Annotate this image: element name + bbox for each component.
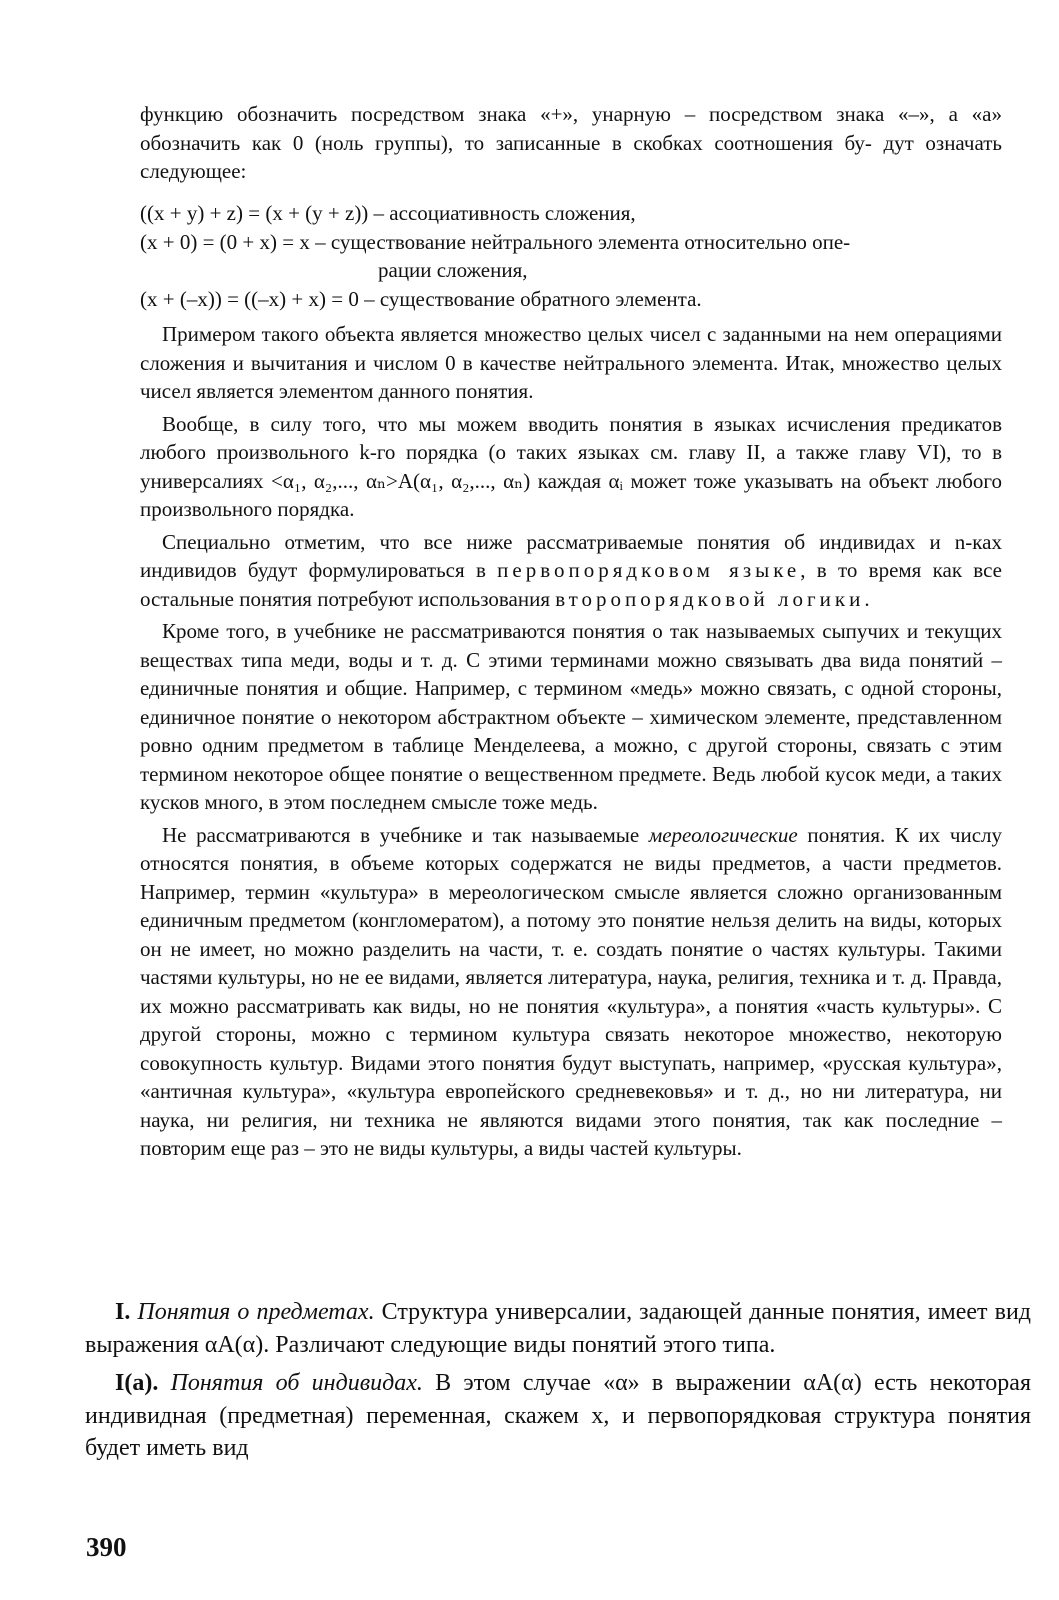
italic-term: мереологические	[648, 822, 798, 847]
paragraph-special: Специально отметим, что все ниже рассматриваемые понятия об индивидах и n-ках индивидов будут формулироваться в первопорядковом языке, в то время как все остальные понятия потребуют использования второпорядковой логики.	[140, 529, 1002, 611]
paragraph-besides: Кроме того, в учебнике не рассматриваются понятия о так называемых сыпучих и текущих веществах типа меди, воды и т. д. С этими терминами можно связывать два вида понятий – единичные понятия и общие. Например, с термином «медь» можно связать, с одной стороны, единичное понятие о некотором абстрактном объекте – химическом элементе, представленном ровно одним предметом в таблице Менделеева, а можно, с другой стороны, связать с этим термином некоторое общее понятие о вещественном предмете. Ведь любой кусок меди, а таких кусков много, в этом последнем смысле тоже медь.	[140, 619, 1002, 814]
spaced-term: первопорядковом языке	[497, 558, 801, 582]
intro-text: функцию обозначить посредством знака «+», унарную – посредством знака «–», а «a» обозначить как 0 (ноль группы), то записанные в скобках соотношения бу- дут означать следующее:	[140, 102, 1002, 183]
body-text	[140, 320, 1002, 1163]
intro-paragraph	[140, 100, 1002, 186]
section-number: I.	[115, 1299, 131, 1325]
formula-associativity: ((x + y) + z) = (x + (y + z)) – ассоциативность сложения,	[140, 201, 636, 225]
formula-neutral-element: (x + 0) = (0 + x) = x – существование нейтрального элемента относительно опе- рации сложения,	[140, 229, 851, 282]
section-1-paragraph: I. Понятия о предметах. Структура универсалии, задающей данные понятия, имеет вид выражения αA(α). Различают следующие виды понятий этого типа.	[85, 1299, 1031, 1358]
paragraph-generally: Вообще, в силу того, что мы можем вводить понятия в языках исчисления предикатов любого произвольного k-го порядка (о таких языках см. главу II, а также главу VI), то в универсалиях <α₁, α₂,..., αₙ>A(α₁, α₂,..., αₙ) каждая αᵢ может тоже указывать на объект любого произвольного порядка.	[140, 411, 1002, 521]
page-number: 390	[86, 1532, 127, 1562]
spaced-term: второпорядковой логики	[555, 586, 865, 611]
section-1a-paragraph: I(a). Понятия об индивидах. В этом случае «α» в выражении αA(α) есть некоторая индивидная (предметная) переменная, скажем x, и первопорядковая структура понятия будет иметь вид	[85, 1370, 1032, 1462]
section-number: I(a).	[115, 1370, 159, 1397]
formula-list	[140, 199, 1002, 313]
formula-inverse-element: (x + (–x)) = ((–x) + x) = 0 – существование обратного элемента.	[140, 286, 702, 311]
section-concepts	[85, 1296, 1031, 1465]
section-title: Понятия об индивидах.	[170, 1370, 423, 1397]
section-title: Понятия о предметах.	[137, 1299, 375, 1325]
paragraph-mereological: Не рассматриваются в учебнике и так называемые мереологические понятия. К их числу относятся понятия, в объеме которых содержатся не виды предметов, а части предметов. Например, термин «культура» в мереологическом смысле является сложно организованным единичным предметом (конгломератом), а потому это понятие нельзя делить на виды, которых он не имеет, но можно разделить на части, т. е. создать понятие о частях культуры. Такими частями культуры, но не ее видами, является литература, наука, религия, техника и т. д. Правда, их можно рассматривать как виды, но не понятия «культура», а понятия «часть культуры». С другой стороны, можно с термином культура связать некоторое множество, некоторую совокупность культур. Видами этого понятия будут выступать, например, «русская культура», «античная культура», «культура европейского средневековья» и т. д., но ни литература, ни наука, ни религия, ни техника не являются видами этого понятия, так как последние – повторим еще раз – это не виды культуры, а виды частей культуры.	[140, 822, 1003, 1160]
paragraph-example: Примером такого объекта является множество целых чисел с заданными на нем операциями сложения и вычитания и числом 0 в качестве нейтрального элемента. Итак, множество целых чисел является элементом данного понятия.	[140, 322, 1002, 403]
